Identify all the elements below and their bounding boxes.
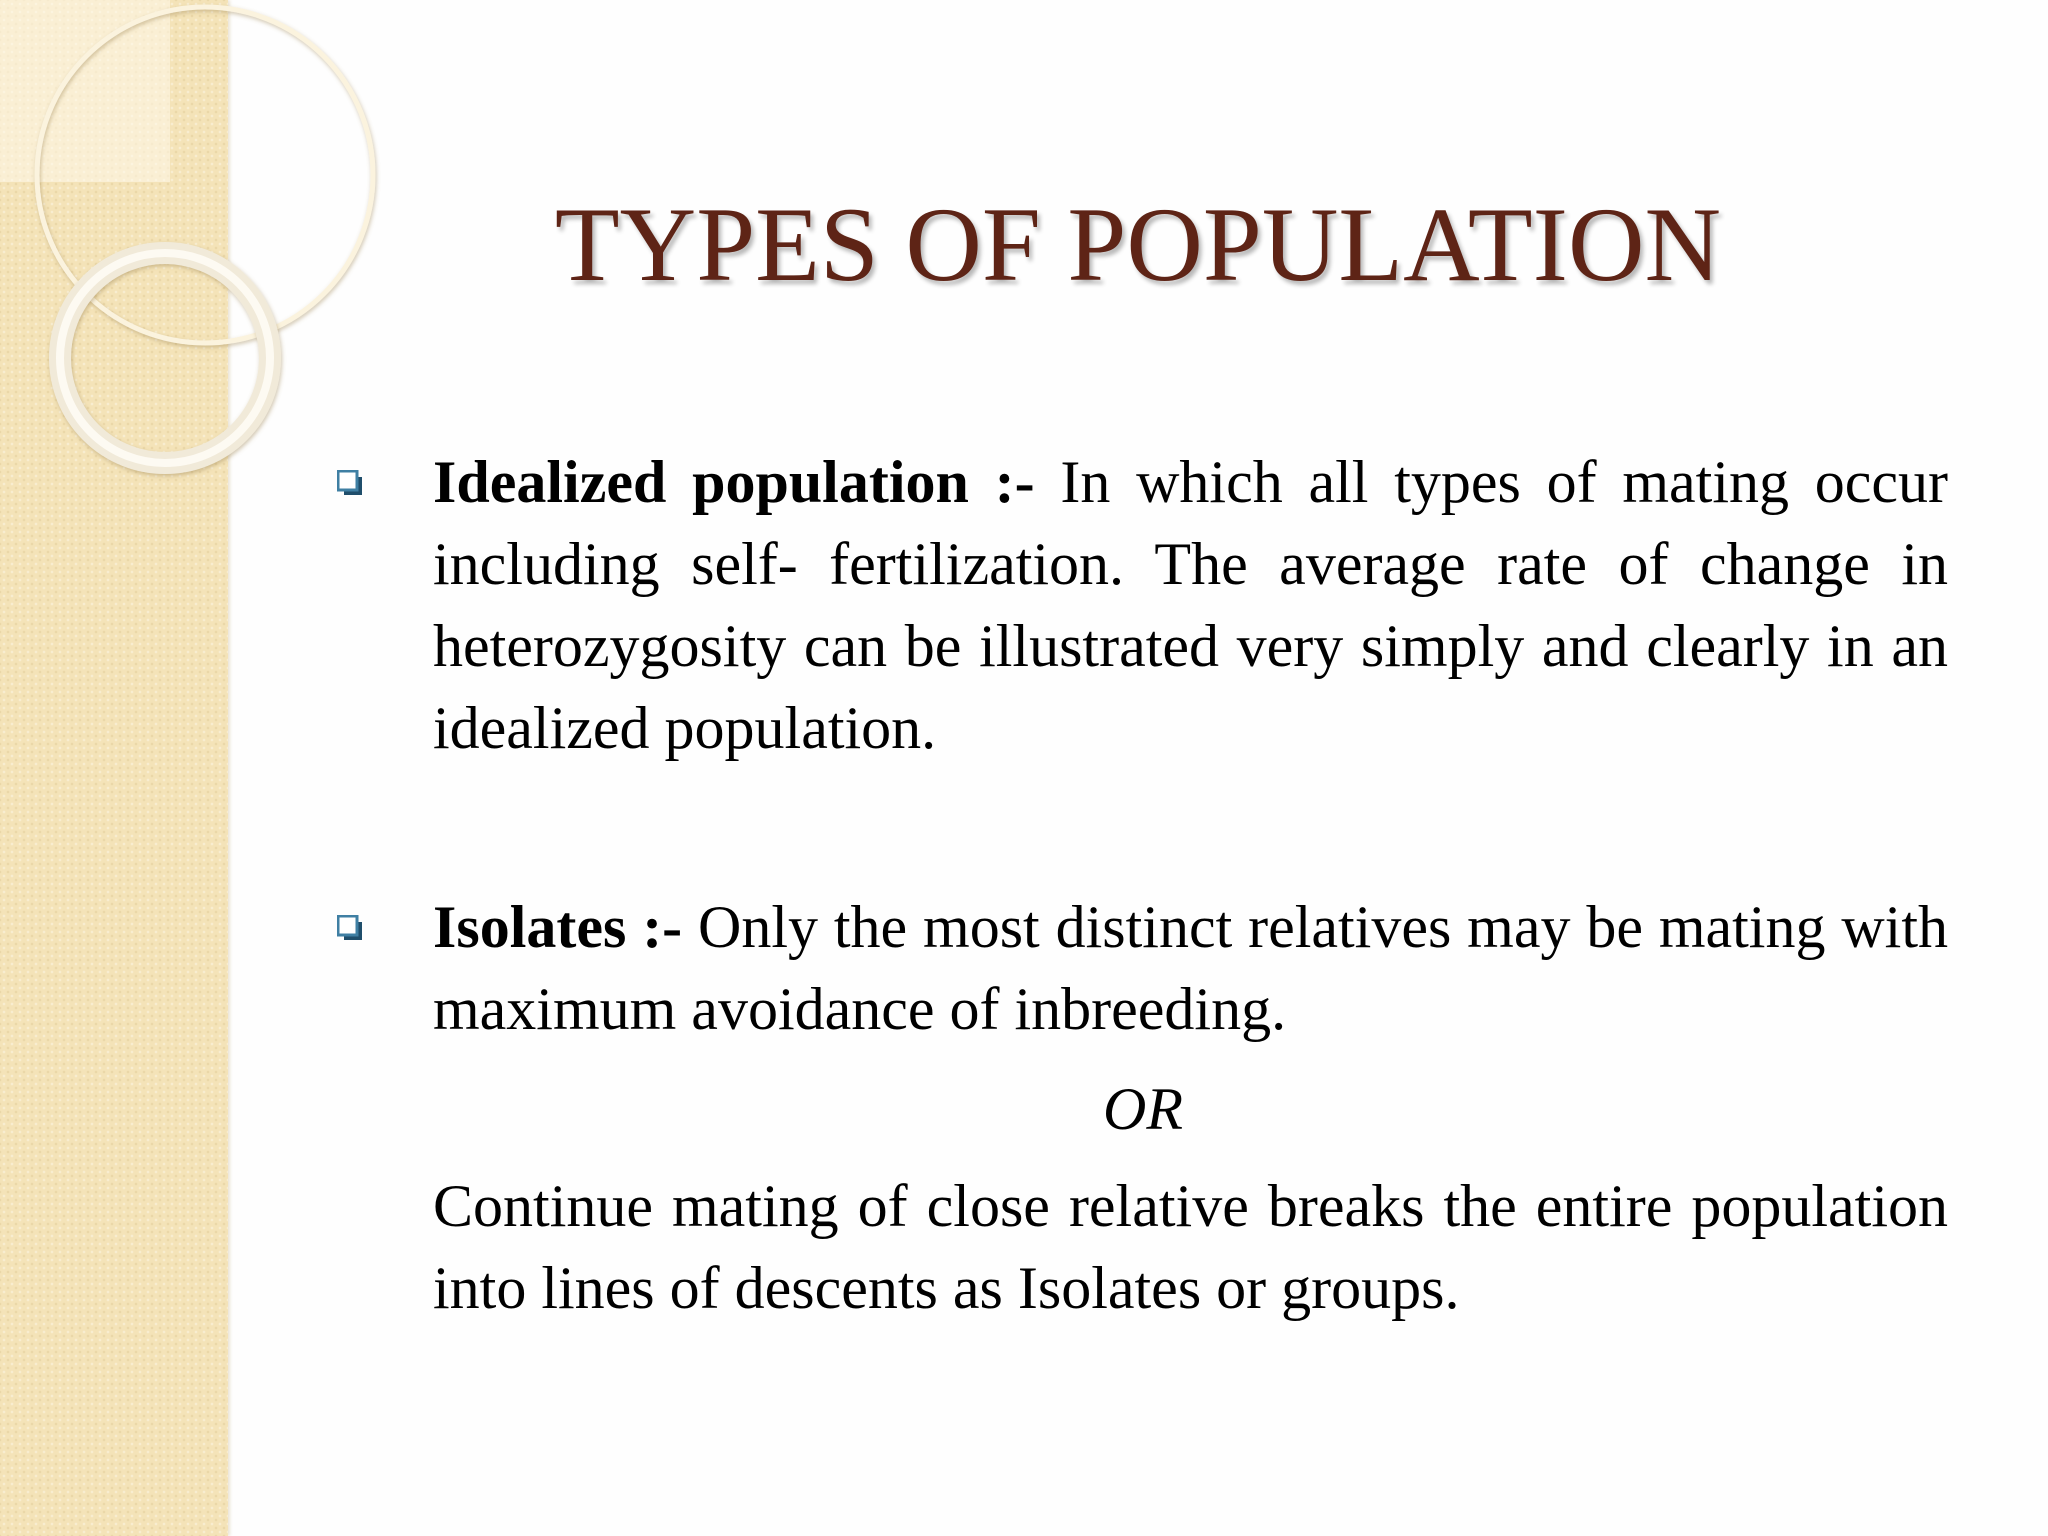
or-separator: OR — [1103, 1076, 1183, 1142]
bullet-isolates — [433, 886, 1948, 1050]
square-bullet-icon — [337, 915, 363, 941]
bullet-text: In which all types of mating occur including self- fertilization. The average rate of change in heterozygosity can be illustrated very simply and clearly in an idealized population. — [433, 449, 1948, 761]
continuation-paragraph: Continue mating of close relative breaks the entire population into lines of descents as Isolates or groups. — [433, 1173, 1948, 1321]
decorative-rings-icon — [0, 0, 260, 520]
square-bullet-icon — [337, 470, 363, 496]
bullet-text: Only the most distinct relatives may be mating with maximum avoidance of inbreeding. — [433, 894, 1949, 1042]
bullet-idealized-population — [433, 441, 1948, 769]
bullet-term: Idealized population :- — [433, 449, 1035, 515]
bullet-term: Isolates :- — [433, 894, 683, 960]
slide-title: TYPES OF POPULATION — [554, 186, 1722, 303]
